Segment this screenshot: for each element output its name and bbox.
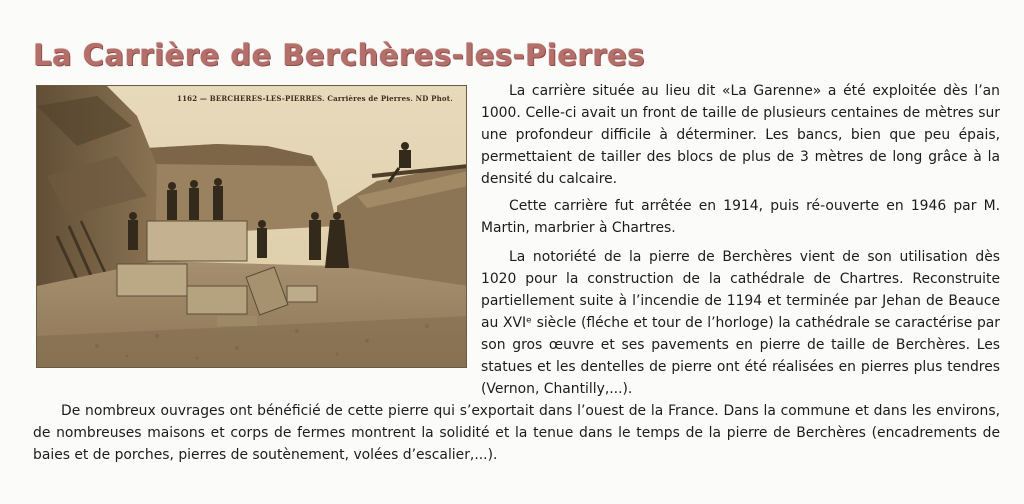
paragraph-closure-reopening: Cette carrière fut arrêtée en 1914, puis ré-ouverte en 1946 par M. Martin, marbrier à Chartres. xyxy=(481,198,1000,236)
paragraph-cathedral: La notoriété de la pierre de Berchères vient de son utilisation dès 1020 pour la construction de la cathédrale de Chartres. Reconstruite partiellement suite à l’incendie de 1194 et terminée par Jehan de Beauce au XVIᵉ siècle (fléche et tour de l’horloge) la cathédrale se caractérise par son gros œuvre et ses pavements en pierre de taille de Berchères. Les statues et les dentelles de pierre ont été réalisées en pierres plus tendres (Vernon, Chantilly,...). xyxy=(481,249,1000,397)
quarry-photo-illustration xyxy=(37,86,467,368)
page-title: La Carrière de Berchères-les-Pierres xyxy=(33,38,645,72)
photo-caption: 1162 — BERCHERES-LES-PIERRES. Carrières de Pierres. ND Phot. xyxy=(177,94,453,103)
paragraph-quarry-history: La carrière située au lieu dit «La Garenne» a été exploitée dès l’an 1000. Celle-ci avait un front de taille de plusieurs centaines de mètres sur une profondeur difficile à déterminer. Les bancs, bien que peu épais, permettaient de tailler des blocs de plus de 3 mètres de long grâce à la densité du calcaire. xyxy=(481,83,1000,187)
paragraph-exports: De nombreux ouvrages ont bénéficié de cette pierre qui s’exportait dans l’ouest de la France. Dans la commune et dans les environs, de nombreuses maisons et corps de fermes montrent la solidité et la tenue dans le temps de la pierre de Berchères (encadrements de baies et de porches, pierres de soutènement, volées d’escalier,...). xyxy=(33,403,1000,463)
quarry-photo xyxy=(36,85,467,368)
